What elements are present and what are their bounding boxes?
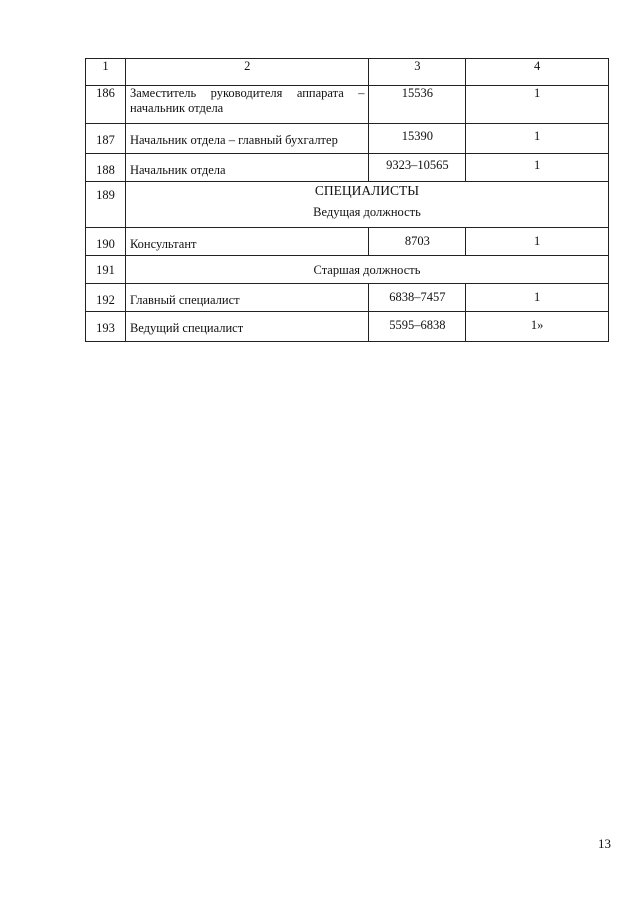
count-value: 1» [466,312,609,342]
table-header-row [86,59,609,86]
count-value: 1 [466,228,609,256]
page-number: 13 [598,836,611,851]
table-row [86,124,609,154]
header-cell-3: 3 [369,59,466,86]
table-row [86,86,609,124]
count-value: 1 [466,284,609,312]
position-name: Начальник отдела [125,154,369,182]
subsection-title: Ведущая должность [313,205,421,219]
position-name: Консультант [125,228,369,256]
count-value: 1 [466,124,609,154]
salary-value: 5595–6838 [369,312,466,342]
position-name: Заместитель руководителя аппарата – начальник отдела [125,86,369,124]
table-row [86,154,609,182]
section-cell [125,182,608,228]
position-name: Главный специалист [125,284,369,312]
subsection-title: Старшая должность [125,256,608,284]
table-row-subsection [86,256,609,284]
staffing-table [85,58,609,342]
salary-value: 15536 [369,86,466,124]
salary-value: 8703 [369,228,466,256]
header-cell-1: 1 [86,59,126,86]
header-cell-2: 2 [125,59,369,86]
row-number: 192 [86,284,126,312]
count-value: 1 [466,154,609,182]
position-name: Ведущий специалист [125,312,369,342]
row-number: 190 [86,228,126,256]
header-cell-4: 4 [466,59,609,86]
salary-value: 9323–10565 [369,154,466,182]
table-row-section [86,182,609,228]
count-value: 1 [466,86,609,124]
table-row [86,284,609,312]
salary-value: 6838–7457 [369,284,466,312]
row-number: 186 [86,86,126,124]
section-title: СПЕЦИАЛИСТЫ [314,183,420,198]
row-number: 187 [86,124,126,154]
table-row [86,312,609,342]
table-row [86,228,609,256]
row-number: 193 [86,312,126,342]
position-name: Начальник отдела – главный бухгалтер [125,124,369,154]
row-number: 191 [86,256,126,284]
row-number: 188 [86,154,126,182]
salary-value: 15390 [369,124,466,154]
row-number: 189 [86,182,126,228]
